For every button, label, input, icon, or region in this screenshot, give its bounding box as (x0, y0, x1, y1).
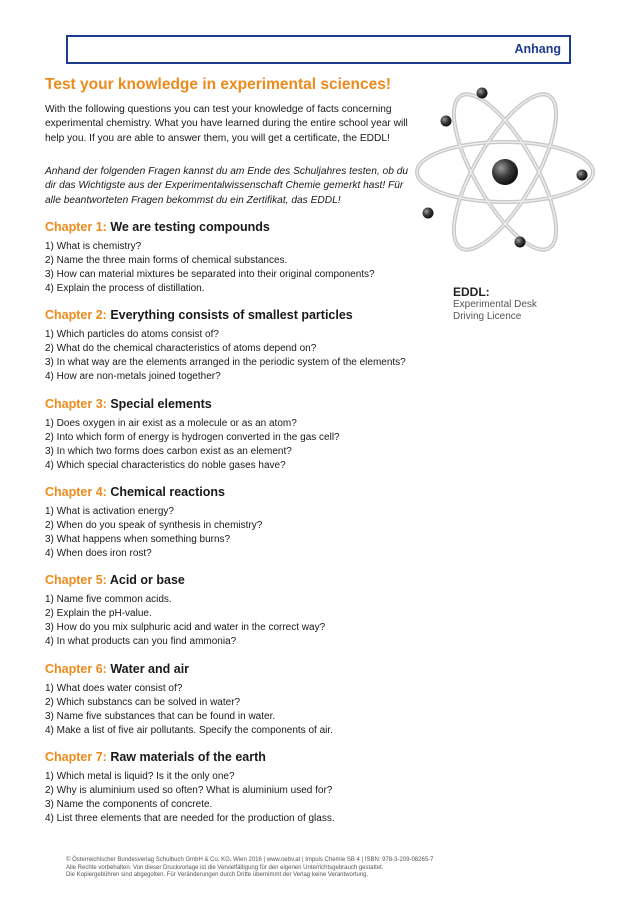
question: 4) Explain the process of distillation. (45, 282, 205, 294)
chapter-heading (45, 662, 445, 676)
question: 1) Which metal is liquid? Is it the only one? (45, 771, 235, 782)
electron (441, 116, 452, 127)
chapter-3 (45, 397, 445, 473)
question: 3) In what way are the elements arranged in the periodic system of the elements? (45, 356, 406, 368)
question: 1) Does oxygen in air exist as a molecule or as an atom? (45, 418, 297, 429)
question: 1) What is activation energy? (45, 506, 174, 517)
chapter-number: Chapter 4: (45, 485, 107, 499)
question: 3) How do you mix sulphuric acid and water in the correct way? (45, 621, 326, 633)
question: 3) In which two forms does carbon exist as an element? (45, 445, 292, 457)
question: 3) Name five substances that can be found in water. (45, 710, 276, 722)
chapter-number: Chapter 2: (45, 308, 107, 322)
chapter-6 (45, 662, 445, 738)
footer-copyright: © Österreichischer Bundesverlag Schulbuch GmbH & Co. KG, Wien 2016 | www.oebv.at | Impuls Chemie SB 4 | ISBN: 978-3-209-08265-7 (66, 857, 434, 863)
chapter-name: Water and air (110, 662, 190, 676)
chapter-heading (45, 750, 445, 764)
chapter-heading (45, 397, 445, 411)
question: 2) Which substancs can be solved in water? (45, 696, 241, 708)
chapter-heading (45, 573, 445, 587)
question: 1) What does water consist of? (45, 683, 183, 694)
eddl-line-1: Experimental Desk (453, 299, 537, 310)
question: 4) When does iron rost? (45, 547, 152, 559)
nucleus (492, 159, 518, 185)
question: 3) How can material mixtures be separated into their original components? (45, 268, 375, 280)
eddl-title: EDDL: (453, 285, 490, 299)
chapter-7 (45, 750, 445, 826)
question: 2) Into which form of energy is hydrogen converted in the gas cell? (45, 431, 340, 443)
electron (577, 170, 588, 181)
chapter-2 (45, 308, 445, 384)
question: 2) When do you speak of synthesis in chemistry? (45, 519, 263, 531)
question: 3) What happens when something burns? (45, 533, 231, 545)
footer-rights: Alle Rechte vorbehalten. Von dieser Druckvorlage ist die Vervielfältigung für den eigenen Unterrichtsgebrauch gestattet. (66, 864, 384, 871)
chapter-name: Raw materials of the earth (110, 750, 266, 764)
chapter-name: Acid or base (109, 573, 185, 587)
chapter-name: Everything consists of smallest particles (110, 308, 353, 322)
chapter-number: Chapter 7: (45, 750, 107, 764)
intro-english: With the following questions you can test your knowledge of facts concerning experimental chemistry. What you have learned during the entire school year will help you. If you are able to answer them, you will get a certificate, the EDDL! (45, 104, 408, 144)
chapter-heading (45, 220, 445, 234)
question: 1) What is chemistry? (45, 241, 142, 252)
electron (423, 208, 434, 219)
chapter-1 (45, 220, 445, 296)
electron (515, 237, 526, 248)
chapter-number: Chapter 3: (45, 397, 107, 411)
chapter-4 (45, 485, 445, 561)
question: 3) Name the components of concrete. (45, 798, 213, 810)
eddl-line-2: Driving Licence (453, 311, 522, 322)
chapter-number: Chapter 1: (45, 220, 107, 234)
chapter-heading (45, 485, 445, 499)
question: 2) Explain the pH-value. (45, 607, 152, 619)
chapter-5 (45, 573, 445, 649)
chapter-name: We are testing compounds (110, 220, 270, 234)
chapter-heading (45, 308, 445, 322)
question: 2) Why is aluminium used so often? What is aluminium used for? (45, 784, 333, 796)
section-tag: Anhang (514, 42, 561, 56)
chapter-name: Special elements (110, 397, 212, 411)
question: 4) How are non-metals joined together? (45, 370, 221, 382)
question: 1) Name five common acids. (45, 594, 172, 605)
question: 4) List three elements that are needed for the production of glass. (45, 812, 335, 824)
question: 4) Which special characteristics do noble gases have? (45, 459, 286, 471)
footer-notice: Die Kopiergebühren sind abgegolten. Für Veränderungen durch Dritte übernimmt der Verlag keine Verantwortung. (66, 872, 369, 879)
question: 2) What do the chemical characteristics of atoms depend on? (45, 342, 317, 354)
chapter-number: Chapter 6: (45, 662, 107, 676)
page-title: Test your knowledge in experimental sciences! (45, 76, 391, 93)
chapter-number: Chapter 5: (45, 573, 107, 587)
header-bar (66, 35, 571, 64)
intro-german: Anhand der folgenden Fragen kannst du am Ende des Schuljahres testen, ob du dir das Wichtigste aus der Experimentalwissenschaft Chemie gemerkt hast! Für alle beantworteten Fragen bekommst du ein Zertifikat, das EDDL! (45, 166, 409, 206)
question: 4) Make a list of five air pollutants. Specify the components of air. (45, 724, 333, 736)
question: 1) Which particles do atoms consist of? (45, 329, 219, 340)
question: 4) In what products can you find ammonia? (45, 635, 237, 647)
electron (477, 88, 488, 99)
footer (66, 857, 566, 880)
chapter-name: Chemical reactions (110, 485, 225, 499)
question: 2) Name the three main forms of chemical substances. (45, 254, 288, 266)
